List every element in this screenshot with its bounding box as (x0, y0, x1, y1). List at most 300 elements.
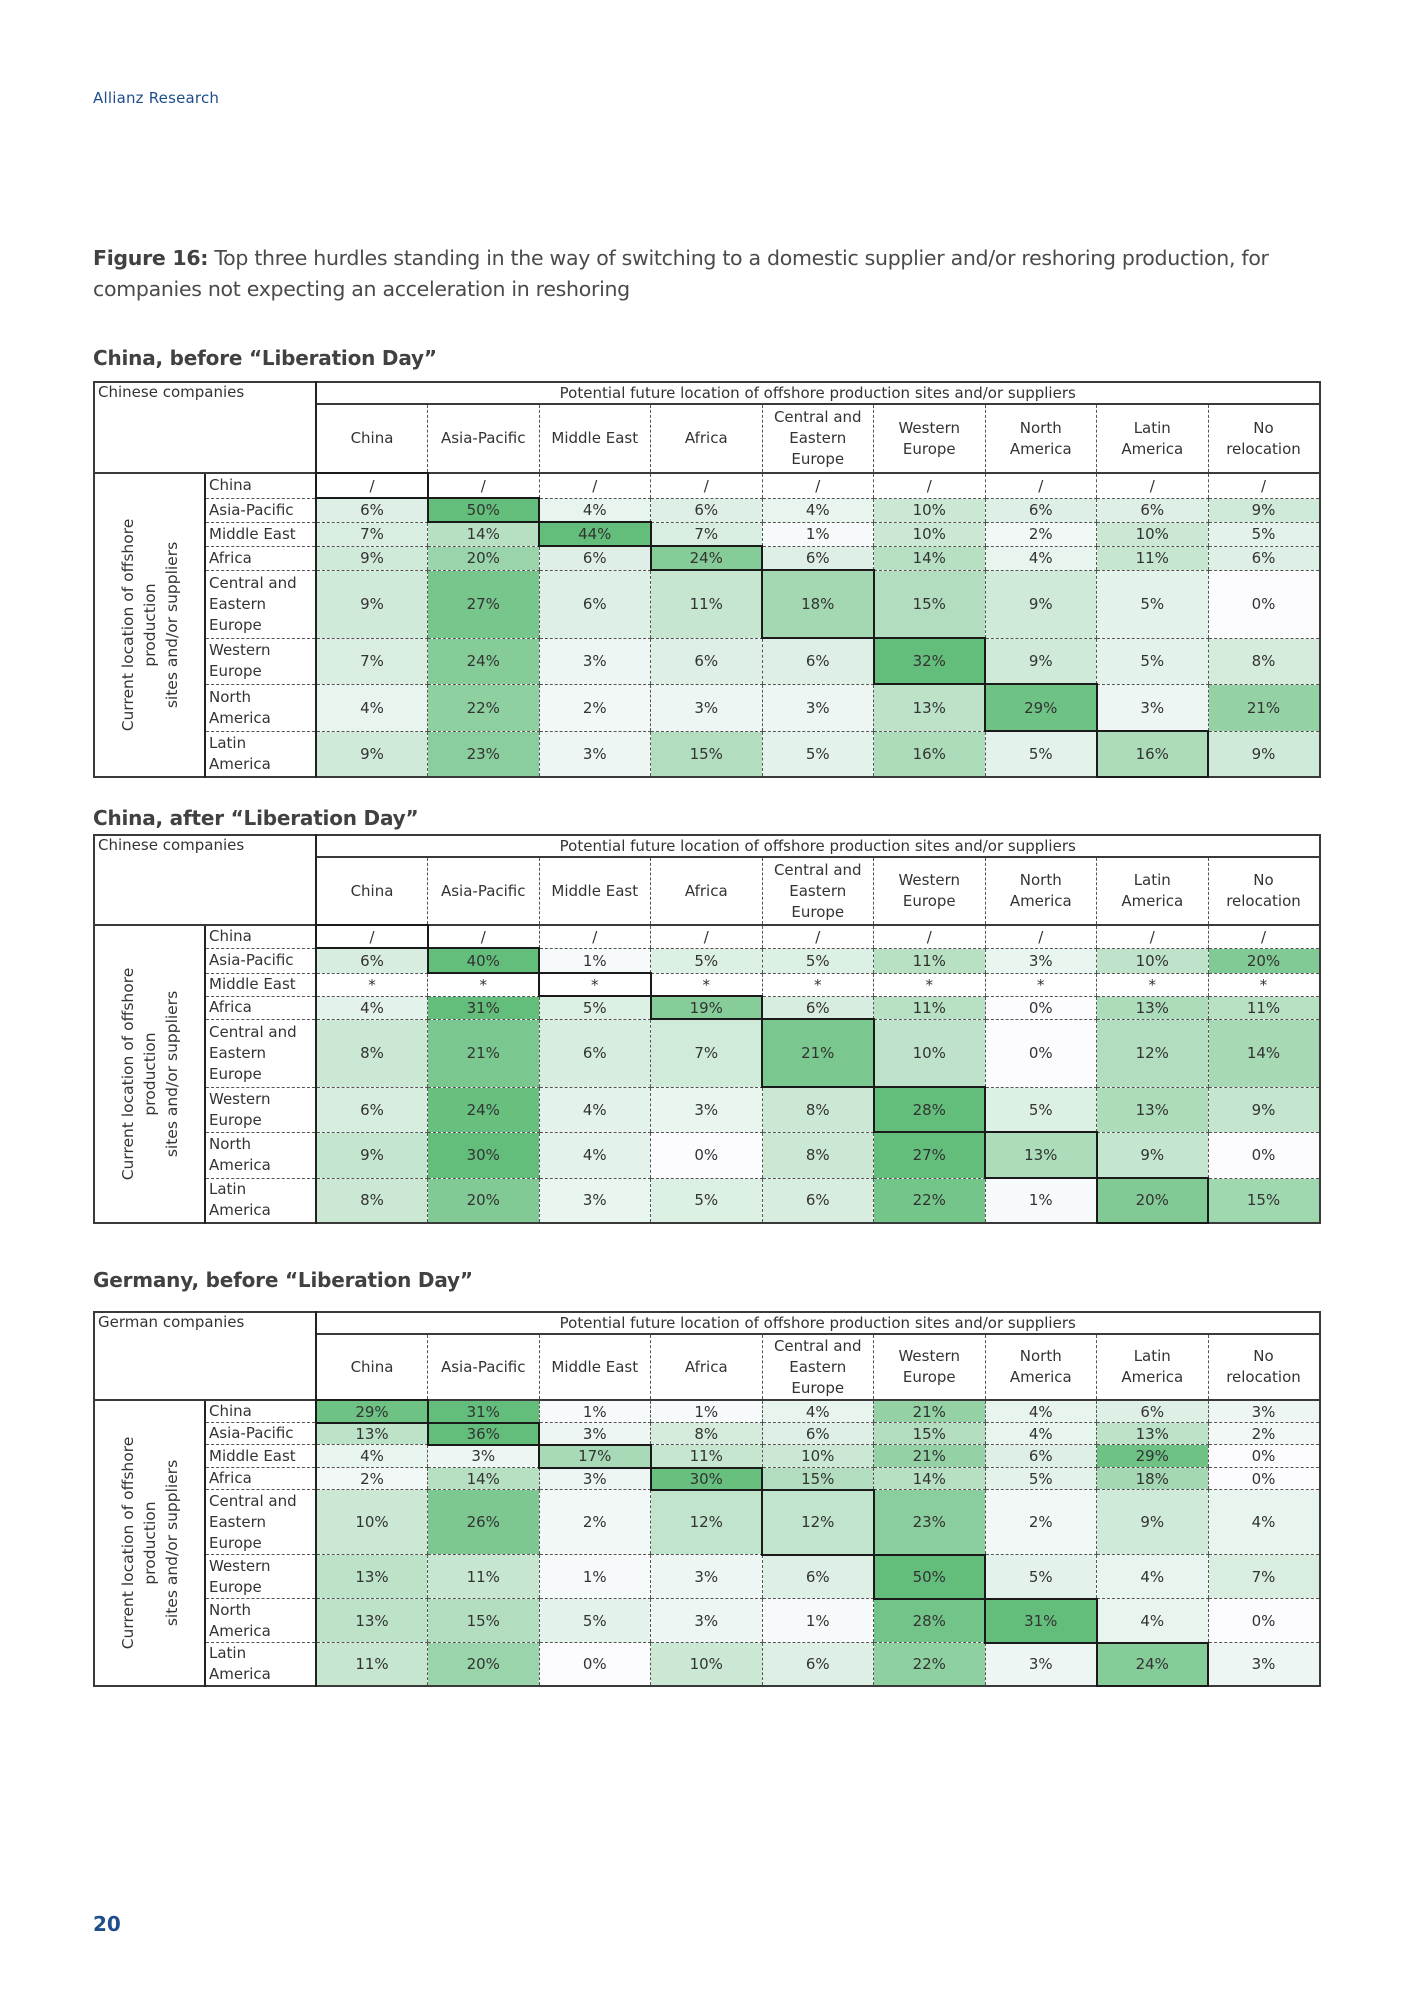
heatmap-cell: 8% (316, 1178, 428, 1223)
heatmap-cell: 2% (539, 684, 651, 731)
brand-header: Allianz Research (93, 89, 220, 107)
row-header-africa: Africa (205, 996, 316, 1019)
heatmap-cell: / (1208, 925, 1320, 948)
heatmap-cell: / (1097, 473, 1209, 498)
heatmap-cell: 6% (1208, 546, 1320, 570)
table-row (94, 731, 1320, 777)
heatmap-cell: 20% (428, 1643, 540, 1687)
heatmap-cell: * (1097, 973, 1209, 996)
heatmap-cell: 1% (651, 1400, 763, 1423)
heatmap-cell: 20% (428, 1178, 540, 1223)
table-row (94, 1400, 1320, 1423)
heatmap-cell: 5% (651, 1178, 763, 1223)
heatmap-cell: 16% (1097, 731, 1209, 777)
heatmap-cell: 9% (985, 570, 1097, 638)
heatmap-cell: 10% (316, 1490, 428, 1555)
heatmap-cell: 1% (762, 522, 874, 546)
table-row (94, 473, 1320, 498)
heatmap-cell: 5% (985, 731, 1097, 777)
row-header-western-europe: Western Europe (205, 1087, 316, 1132)
heatmap-cell: 40% (428, 948, 540, 973)
heatmap-cell: 6% (1097, 1400, 1209, 1423)
row-header-middle-east: Middle East (205, 1445, 316, 1468)
heatmap-cell: 9% (1208, 731, 1320, 777)
row-header-north-america: North America (205, 684, 316, 731)
row-header-africa: Africa (205, 546, 316, 570)
heatmap-cell: 4% (316, 1445, 428, 1468)
row-header-western-europe: Western Europe (205, 1555, 316, 1599)
column-header-central-and-eastern-europe: Central and Eastern Europe (762, 404, 874, 473)
heatmap-cell: 0% (651, 1132, 763, 1178)
heatmap-cell: 10% (874, 1019, 986, 1087)
column-header-western-europe: Western Europe (874, 404, 986, 473)
heatmap-cell: 30% (651, 1468, 763, 1490)
heatmap-cell: 4% (985, 546, 1097, 570)
column-header-north-america: North America (985, 857, 1097, 925)
heatmap-cell: 13% (985, 1132, 1097, 1178)
column-header-asia-pacific: Asia-Pacific (428, 857, 540, 925)
heatmap-cell: / (762, 473, 874, 498)
row-header-north-america: North America (205, 1599, 316, 1643)
heatmap-cell: 17% (539, 1445, 651, 1468)
heatmap-cell: 3% (985, 948, 1097, 973)
column-header-central-and-eastern-europe: Central and Eastern Europe (762, 1334, 874, 1400)
figure-label: Figure 16: (93, 246, 209, 270)
heatmap-cell: 29% (985, 684, 1097, 731)
heatmap-cell: 1% (985, 1178, 1097, 1223)
heatmap-cell: 50% (874, 1555, 986, 1599)
row-group-label-text: Current location of offshore production sites and/or suppliers (118, 518, 181, 732)
heatmap-cell: / (1097, 925, 1209, 948)
heatmap-cell: 2% (539, 1490, 651, 1555)
column-header-middle-east: Middle East (539, 1334, 651, 1400)
table-row (94, 948, 1320, 973)
heatmap-cell: 9% (985, 638, 1097, 684)
heatmap-cell: 16% (874, 731, 986, 777)
heatmap-cell: 3% (651, 1087, 763, 1132)
heatmap-cell: 14% (1208, 1019, 1320, 1087)
heatmap-cell: * (316, 973, 428, 996)
column-header-africa: Africa (651, 1334, 763, 1400)
table-row (94, 1599, 1320, 1643)
heatmap-cell: 15% (762, 1468, 874, 1490)
heatmap-cell: 3% (762, 684, 874, 731)
heatmap-cell: 31% (428, 996, 540, 1019)
table-row (94, 925, 1320, 948)
figure-caption-line2: companies not expecting an acceleration in reshoring (93, 277, 630, 301)
row-header-western-europe: Western Europe (205, 638, 316, 684)
heatmap-cell: 10% (762, 1445, 874, 1468)
heatmap-cell: / (1208, 473, 1320, 498)
heatmap-cell: 7% (651, 1019, 763, 1087)
heatmap-cell: 15% (874, 570, 986, 638)
heatmap-cell: 7% (1208, 1555, 1320, 1599)
column-header-asia-pacific: Asia-Pacific (428, 1334, 540, 1400)
heatmap-cell: 11% (874, 996, 986, 1019)
heatmap-cell: 9% (316, 1132, 428, 1178)
heatmap-cell: 6% (316, 498, 428, 522)
heatmap-cell: 2% (985, 522, 1097, 546)
heatmap-cell: 22% (428, 684, 540, 731)
table-row (94, 1555, 1320, 1599)
heatmap-cell: 15% (651, 731, 763, 777)
heatmap-cell: 2% (316, 1468, 428, 1490)
heatmap-cell: 5% (985, 1555, 1097, 1599)
heatmap-cell: / (539, 925, 651, 948)
heatmap-cell: 4% (316, 996, 428, 1019)
heatmap-cell: 6% (539, 570, 651, 638)
heatmap-cell: 44% (539, 522, 651, 546)
table-row (94, 570, 1320, 638)
heatmap-cell: 7% (651, 522, 763, 546)
heatmap-cell: 4% (539, 1087, 651, 1132)
heatmap-cell: 6% (539, 546, 651, 570)
heatmap-cell: / (539, 473, 651, 498)
column-header-no-relocation: No relocation (1208, 404, 1320, 473)
column-header-africa: Africa (651, 404, 763, 473)
heatmap-cell: 5% (985, 1468, 1097, 1490)
heatmap-cell: 8% (762, 1132, 874, 1178)
heatmap-cell: 9% (1097, 1132, 1209, 1178)
heatmap-cell: 21% (1208, 684, 1320, 731)
heatmap-cell: * (874, 973, 986, 996)
heatmap-cell: 3% (651, 1555, 763, 1599)
column-header-china: China (316, 857, 428, 925)
heatmap-cell: 6% (762, 1178, 874, 1223)
column-header-middle-east: Middle East (539, 404, 651, 473)
column-header-north-america: North America (985, 404, 1097, 473)
heatmap-cell: 24% (651, 546, 763, 570)
column-header-western-europe: Western Europe (874, 857, 986, 925)
heatmap-table (93, 834, 1321, 1224)
heatmap-cell: 11% (1208, 996, 1320, 1019)
heatmap-cell: 36% (428, 1423, 540, 1445)
heatmap-cell: 31% (428, 1400, 540, 1423)
heatmap-cell: / (651, 473, 763, 498)
heatmap-cell: * (762, 973, 874, 996)
heatmap-cell: 28% (874, 1599, 986, 1643)
heatmap-cell: 4% (539, 498, 651, 522)
heatmap-cell: 1% (539, 948, 651, 973)
heatmap-cell: 4% (1097, 1599, 1209, 1643)
heatmap-cell: 10% (651, 1643, 763, 1687)
heatmap-cell: 11% (651, 570, 763, 638)
row-header-china: China (205, 1400, 316, 1423)
heatmap-cell: 24% (428, 638, 540, 684)
heatmap-cell: 26% (428, 1490, 540, 1555)
heatmap-cell: 6% (651, 638, 763, 684)
heatmap-cell: 8% (1208, 638, 1320, 684)
heatmap-cell: * (539, 973, 651, 996)
column-header-latin-america: Latin America (1097, 404, 1209, 473)
table-row (94, 1423, 1320, 1445)
heatmap-cell: 13% (1097, 996, 1209, 1019)
heatmap-cell: 6% (762, 996, 874, 1019)
column-header-africa: Africa (651, 857, 763, 925)
heatmap-cell: 0% (1208, 1599, 1320, 1643)
table-row (94, 638, 1320, 684)
heatmap-cell: 27% (874, 1132, 986, 1178)
heatmap-cell: 9% (1208, 498, 1320, 522)
row-header-north-america: North America (205, 1132, 316, 1178)
heatmap-cell: 5% (651, 948, 763, 973)
heatmap-cell: 6% (762, 546, 874, 570)
heatmap-cell: 21% (428, 1019, 540, 1087)
heatmap-cell: 6% (539, 1019, 651, 1087)
heatmap-cell: 5% (539, 1599, 651, 1643)
heatmap-table (93, 1311, 1321, 1687)
heatmap-cell: 0% (539, 1643, 651, 1687)
heatmap-cell: 0% (1208, 1132, 1320, 1178)
table-title-china-before: China, before “Liberation Day” (93, 346, 437, 370)
heatmap-cell: 12% (762, 1490, 874, 1555)
row-header-middle-east: Middle East (205, 973, 316, 996)
heatmap-cell: / (316, 925, 428, 948)
column-group-label: Potential future location of offshore production sites and/or suppliers (316, 382, 1320, 404)
heatmap-cell: 11% (874, 948, 986, 973)
heatmap-cell: 21% (874, 1400, 986, 1423)
heatmap-cell: 11% (1097, 546, 1209, 570)
heatmap-cell: 10% (1097, 522, 1209, 546)
row-header-asia-pacific: Asia-Pacific (205, 1423, 316, 1445)
heatmap-cell: 31% (985, 1599, 1097, 1643)
heatmap-cell: 6% (762, 1423, 874, 1445)
heatmap-cell: 11% (651, 1445, 763, 1468)
heatmap-cell: 3% (1208, 1400, 1320, 1423)
heatmap-cell: 0% (985, 996, 1097, 1019)
row-group-label-text: Current location of offshore production sites and/or suppliers (118, 1436, 181, 1650)
heatmap-cell: / (316, 473, 428, 498)
heatmap-cell: 23% (874, 1490, 986, 1555)
heatmap-cell: 3% (1208, 1643, 1320, 1687)
row-header-africa: Africa (205, 1468, 316, 1490)
heatmap-cell: 19% (651, 996, 763, 1019)
heatmap-cell: 15% (874, 1423, 986, 1445)
heatmap-cell: 7% (316, 522, 428, 546)
corner-label: Chinese companies (94, 382, 316, 473)
heatmap-cell: 3% (651, 684, 763, 731)
heatmap-cell: / (428, 473, 540, 498)
heatmap-cell: 4% (762, 1400, 874, 1423)
heatmap-cell: 10% (1097, 948, 1209, 973)
heatmap-cell: / (762, 925, 874, 948)
heatmap-cell: 13% (316, 1423, 428, 1445)
heatmap-cell: 14% (874, 546, 986, 570)
row-header-central-and-eastern-europe: Central and Eastern Europe (205, 1490, 316, 1555)
heatmap-cell: 32% (874, 638, 986, 684)
heatmap-cell: 0% (985, 1019, 1097, 1087)
heatmap-cell: / (985, 925, 1097, 948)
column-header-north-america: North America (985, 1334, 1097, 1400)
heatmap-cell: 8% (651, 1423, 763, 1445)
column-header-middle-east: Middle East (539, 857, 651, 925)
heatmap-cell: 0% (1208, 1468, 1320, 1490)
heatmap-cell: 5% (762, 948, 874, 973)
table-row (94, 1468, 1320, 1490)
heatmap-cell: 12% (1097, 1019, 1209, 1087)
heatmap-cell: * (985, 973, 1097, 996)
heatmap-cell: 14% (428, 522, 540, 546)
heatmap-cell: 28% (874, 1087, 986, 1132)
heatmap-cell: 3% (985, 1643, 1097, 1687)
heatmap-cell: 9% (1097, 1490, 1209, 1555)
heatmap-cell: 20% (1208, 948, 1320, 973)
row-header-central-and-eastern-europe: Central and Eastern Europe (205, 570, 316, 638)
heatmap-cell: 13% (316, 1599, 428, 1643)
table-title-germany-before: Germany, before “Liberation Day” (93, 1268, 473, 1292)
column-header-latin-america: Latin America (1097, 857, 1209, 925)
row-header-latin-america: Latin America (205, 1643, 316, 1687)
heatmap-cell: 10% (874, 522, 986, 546)
table-row (94, 546, 1320, 570)
heatmap-cell: 15% (428, 1599, 540, 1643)
heatmap-cell: 4% (1097, 1555, 1209, 1599)
corner-label: Chinese companies (94, 835, 316, 925)
table-row (94, 973, 1320, 996)
heatmap-cell: 11% (428, 1555, 540, 1599)
heatmap-cell: 5% (539, 996, 651, 1019)
heatmap-cell: 23% (428, 731, 540, 777)
column-header-latin-america: Latin America (1097, 1334, 1209, 1400)
heatmap-cell: 5% (1208, 522, 1320, 546)
row-group-label (94, 473, 205, 777)
heatmap-cell: * (428, 973, 540, 996)
column-header-no-relocation: No relocation (1208, 1334, 1320, 1400)
column-header-central-and-eastern-europe: Central and Eastern Europe (762, 857, 874, 925)
heatmap-cell: 11% (316, 1643, 428, 1687)
row-header-asia-pacific: Asia-Pacific (205, 948, 316, 973)
table-row (94, 1132, 1320, 1178)
heatmap-cell: / (428, 925, 540, 948)
heatmap-table (93, 381, 1321, 778)
row-header-china: China (205, 473, 316, 498)
heatmap-cell: 1% (539, 1400, 651, 1423)
heatmap-cell: 13% (1097, 1423, 1209, 1445)
heatmap-cell: 3% (539, 1423, 651, 1445)
heatmap-cell: 8% (316, 1019, 428, 1087)
heatmap-cell: 4% (316, 684, 428, 731)
heatmap-cell: 4% (985, 1400, 1097, 1423)
column-group-label: Potential future location of offshore production sites and/or suppliers (316, 835, 1320, 857)
heatmap-cell: 29% (1097, 1445, 1209, 1468)
heatmap-cell: 14% (874, 1468, 986, 1490)
heatmap-cell: 29% (316, 1400, 428, 1423)
figure-caption (93, 243, 1343, 305)
table-row (94, 996, 1320, 1019)
heatmap-cell: 20% (1097, 1178, 1209, 1223)
heatmap-cell: / (985, 473, 1097, 498)
heatmap-cell: 0% (1208, 570, 1320, 638)
table-row (94, 498, 1320, 522)
heatmap-cell: 7% (316, 638, 428, 684)
heatmap-cell: 3% (539, 1178, 651, 1223)
column-header-western-europe: Western Europe (874, 1334, 986, 1400)
column-header-china: China (316, 1334, 428, 1400)
heatmap-cell: 21% (874, 1445, 986, 1468)
heatmap-cell: 13% (874, 684, 986, 731)
row-header-middle-east: Middle East (205, 522, 316, 546)
heatmap-cell: 3% (428, 1445, 540, 1468)
heatmap-cell: 4% (539, 1132, 651, 1178)
table-row (94, 522, 1320, 546)
row-header-latin-america: Latin America (205, 1178, 316, 1223)
heatmap-cell: 3% (539, 638, 651, 684)
table-row (94, 1178, 1320, 1223)
table-row (94, 1087, 1320, 1132)
heatmap-cell: 22% (874, 1178, 986, 1223)
heatmap-cell: 3% (651, 1599, 763, 1643)
heatmap-cell: 5% (1097, 570, 1209, 638)
heatmap-cell: 1% (539, 1555, 651, 1599)
table-row (94, 1445, 1320, 1468)
heatmap-cell: 10% (874, 498, 986, 522)
row-group-label (94, 1400, 205, 1686)
heatmap-cell: 13% (316, 1555, 428, 1599)
heatmap-cell: 5% (985, 1087, 1097, 1132)
table-row (94, 1643, 1320, 1687)
heatmap-cell: 9% (1208, 1087, 1320, 1132)
row-header-central-and-eastern-europe: Central and Eastern Europe (205, 1019, 316, 1087)
heatmap-cell: / (874, 925, 986, 948)
row-header-asia-pacific: Asia-Pacific (205, 498, 316, 522)
row-group-label (94, 925, 205, 1223)
heatmap-cell: 14% (428, 1468, 540, 1490)
heatmap-cell: 2% (985, 1490, 1097, 1555)
row-group-label-text: Current location of offshore production sites and/or suppliers (118, 967, 181, 1181)
heatmap-cell: 6% (316, 1087, 428, 1132)
heatmap-cell: * (651, 973, 763, 996)
heatmap-cell: 15% (1208, 1178, 1320, 1223)
table-title-china-after: China, after “Liberation Day” (93, 806, 419, 830)
heatmap-cell: 3% (1097, 684, 1209, 731)
heatmap-cell: 2% (1208, 1423, 1320, 1445)
table-row (94, 1019, 1320, 1087)
heatmap-cell: 6% (762, 1643, 874, 1687)
figure-caption-line1: Top three hurdles standing in the way of switching to a domestic supplier and/or reshoring production, for (208, 246, 1269, 270)
heatmap-cell: 0% (1208, 1445, 1320, 1468)
column-header-asia-pacific: Asia-Pacific (428, 404, 540, 473)
heatmap-cell: 24% (1097, 1643, 1209, 1687)
heatmap-cell: 18% (1097, 1468, 1209, 1490)
heatmap-cell: 50% (428, 498, 540, 522)
heatmap-cell: 8% (762, 1087, 874, 1132)
page-number: 20 (93, 1912, 121, 1936)
row-header-china: China (205, 925, 316, 948)
heatmap-cell: 4% (985, 1423, 1097, 1445)
heatmap-cell: 13% (1097, 1087, 1209, 1132)
heatmap-cell: 5% (762, 731, 874, 777)
column-header-china: China (316, 404, 428, 473)
heatmap-cell: 3% (539, 1468, 651, 1490)
heatmap-cell: 6% (1097, 498, 1209, 522)
heatmap-cell: 6% (762, 1555, 874, 1599)
table-row (94, 1490, 1320, 1555)
heatmap-cell: 20% (428, 546, 540, 570)
heatmap-cell: 5% (1097, 638, 1209, 684)
heatmap-cell: 18% (762, 570, 874, 638)
column-header-no-relocation: No relocation (1208, 857, 1320, 925)
heatmap-cell: 4% (1208, 1490, 1320, 1555)
heatmap-cell: 9% (316, 546, 428, 570)
heatmap-cell: 9% (316, 731, 428, 777)
heatmap-cell: 12% (651, 1490, 763, 1555)
heatmap-cell: 6% (985, 498, 1097, 522)
corner-label: German companies (94, 1312, 316, 1400)
heatmap-cell: 1% (762, 1599, 874, 1643)
heatmap-cell: / (874, 473, 986, 498)
heatmap-cell: 27% (428, 570, 540, 638)
heatmap-cell: 6% (651, 498, 763, 522)
